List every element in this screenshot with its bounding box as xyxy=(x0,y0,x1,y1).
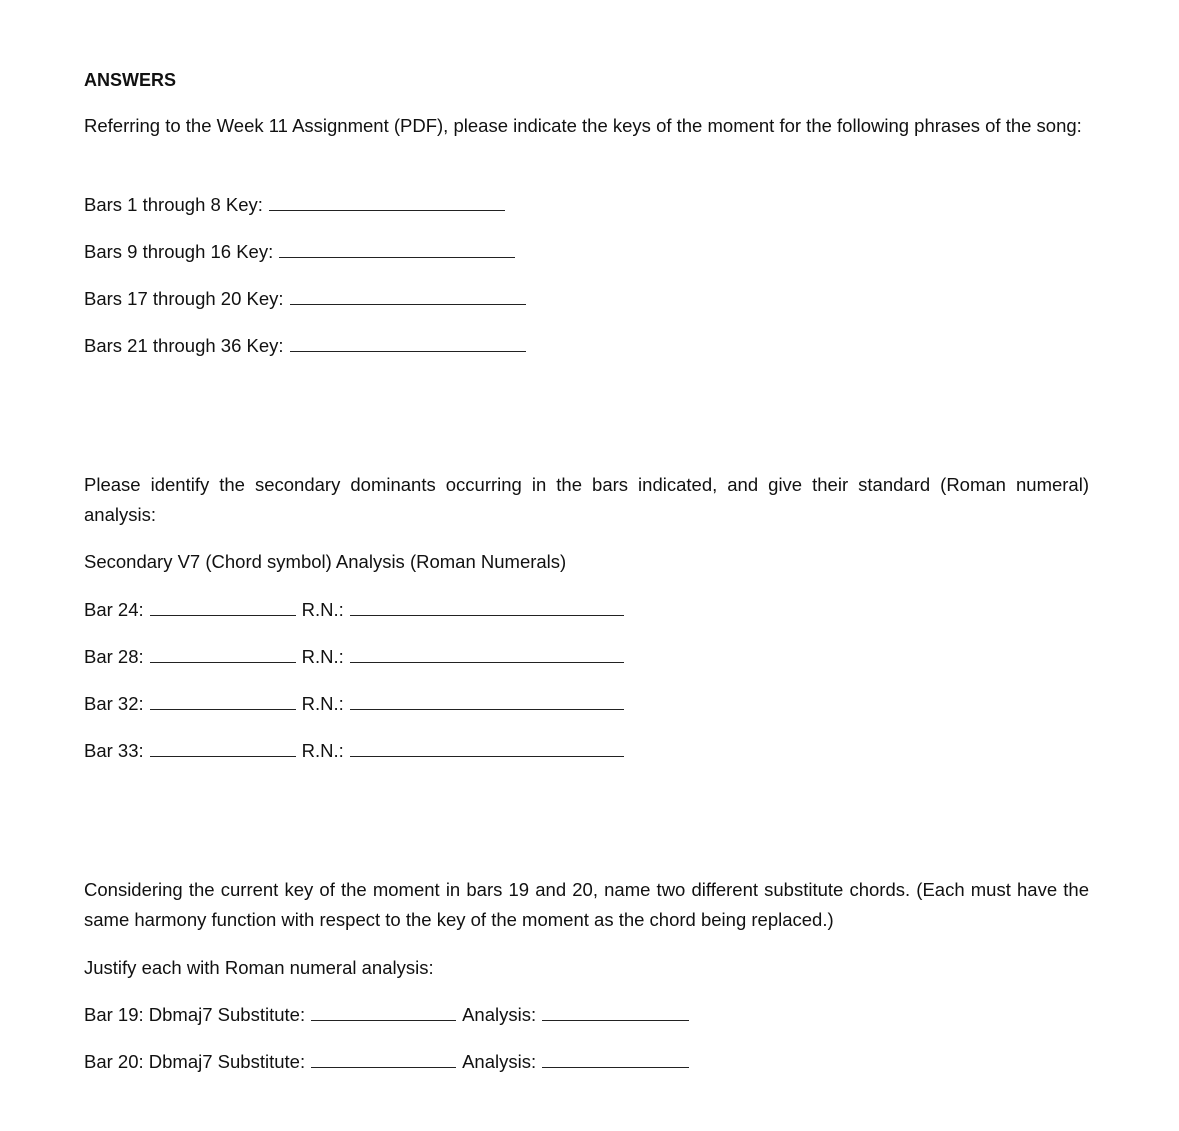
rn-blank[interactable] xyxy=(350,644,624,663)
key-answer-blank[interactable] xyxy=(290,333,526,352)
key-label: Bars 9 through 16 Key: xyxy=(84,241,274,262)
section3-justify: Justify each with Roman numeral analysis: xyxy=(84,957,434,978)
key-label: Bars 17 through 20 Key: xyxy=(84,288,284,309)
key-label: Bars 21 through 36 Key: xyxy=(84,335,284,356)
sub-label: Bar 19: Dbmaj7 Substitute: xyxy=(84,1004,306,1025)
analysis-blank[interactable] xyxy=(542,1002,689,1021)
rn-label: R.N.: xyxy=(301,740,344,761)
key-row-4 xyxy=(84,333,526,358)
section2-header: Secondary V7 (Chord symbol) Analysis (Roman Numerals) xyxy=(84,551,567,572)
chord-blank[interactable] xyxy=(150,644,296,663)
analysis-blank[interactable] xyxy=(542,1049,689,1068)
substitute-blank[interactable] xyxy=(311,1049,456,1068)
sub-row-19 xyxy=(84,1002,689,1027)
analysis-label: Analysis: xyxy=(462,1004,537,1025)
chord-blank[interactable] xyxy=(150,597,296,616)
bar-row-32 xyxy=(84,691,624,716)
key-answer-blank[interactable] xyxy=(279,239,515,258)
heading: ANSWERS xyxy=(84,70,177,90)
key-label: Bars 1 through 8 Key: xyxy=(84,194,263,215)
key-answer-blank[interactable] xyxy=(269,192,505,211)
sub-label: Bar 20: Dbmaj7 Substitute: xyxy=(84,1051,306,1072)
key-answer-blank[interactable] xyxy=(290,286,526,305)
chord-blank[interactable] xyxy=(150,691,296,710)
section1-intro: Referring to the Week 11 Assignment (PDF), please indicate the keys of the moment for the following phrases of the song: xyxy=(84,115,1082,136)
bar-row-28 xyxy=(84,644,624,669)
rn-label: R.N.: xyxy=(301,599,344,620)
bar-label: Bar 24: xyxy=(84,599,144,620)
bar-label: Bar 32: xyxy=(84,693,144,714)
bar-row-33 xyxy=(84,738,624,763)
sub-row-20 xyxy=(84,1049,689,1074)
substitute-blank[interactable] xyxy=(311,1002,456,1021)
bar-label: Bar 33: xyxy=(84,740,144,761)
chord-blank[interactable] xyxy=(150,738,296,757)
rn-label: R.N.: xyxy=(301,646,344,667)
bar-row-24 xyxy=(84,597,624,622)
key-row-3 xyxy=(84,286,526,311)
rn-blank[interactable] xyxy=(350,597,624,616)
section3-intro: Considering the current key of the moment in bars 19 and 20, name two different substitute chords. (Each must have the same harmony function with respect to the key of the moment as the chord being replaced.) xyxy=(84,879,1089,930)
rn-label: R.N.: xyxy=(301,693,344,714)
rn-blank[interactable] xyxy=(350,691,624,710)
bar-label: Bar 28: xyxy=(84,646,144,667)
key-row-1 xyxy=(84,192,505,217)
key-row-2 xyxy=(84,239,515,264)
analysis-label: Analysis: xyxy=(462,1051,537,1072)
rn-blank[interactable] xyxy=(350,738,624,757)
section2-intro: Please identify the secondary dominants occurring in the bars indicated, and give their standard (Roman numeral) analysis: xyxy=(84,474,1089,525)
